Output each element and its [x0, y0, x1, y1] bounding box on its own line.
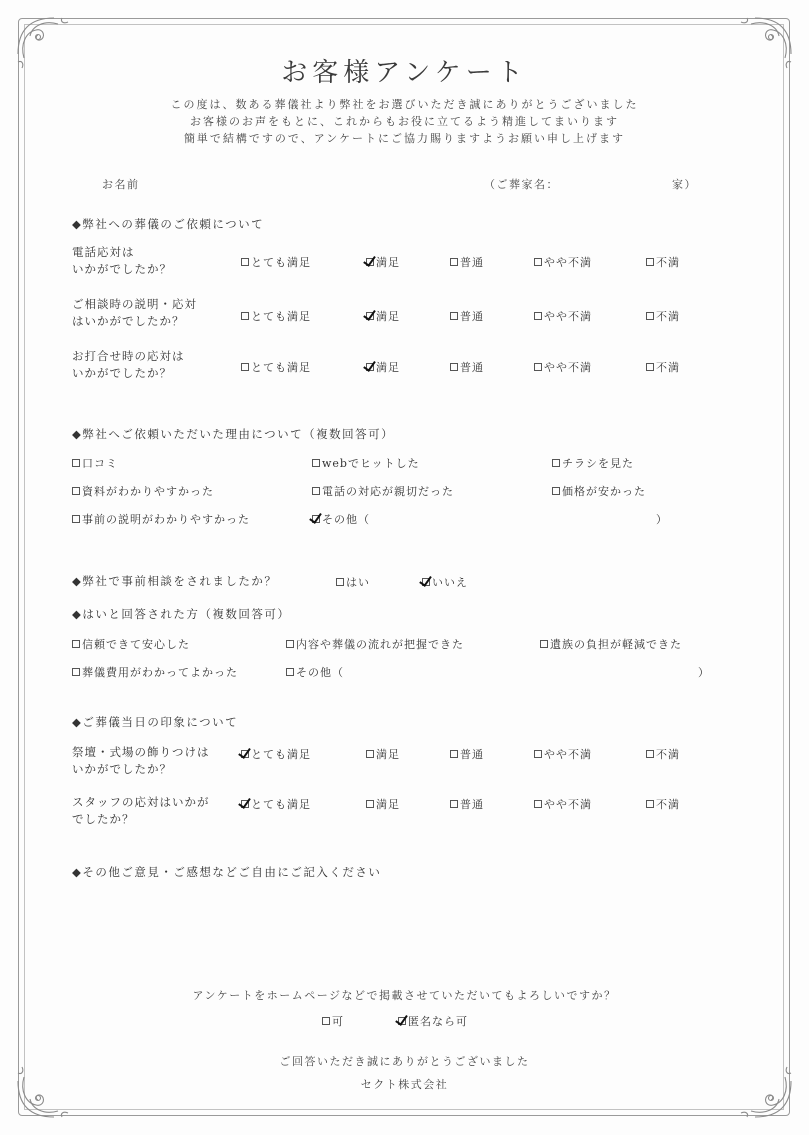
- rating-option-satisfied[interactable]: [366, 308, 400, 324]
- rating-option-label: 普通: [460, 361, 484, 374]
- section-heading-comments: ◆その他ご意見・ご感想などご自由にご記入ください: [72, 865, 382, 879]
- publish-ok[interactable]: [322, 1013, 344, 1029]
- rating-option-very-satisfied[interactable]: [241, 796, 311, 812]
- rating-option-label: 満足: [376, 798, 400, 811]
- reason-phone-kind[interactable]: [312, 483, 454, 499]
- checkbox[interactable]: [286, 640, 294, 648]
- checkbox[interactable]: [336, 578, 344, 586]
- checkbox[interactable]: [72, 459, 80, 467]
- reason-phone-kind-label: 電話の対応が親切だった: [322, 485, 454, 498]
- rating-option-satisfied[interactable]: [366, 254, 400, 270]
- publish-ok-label: 可: [332, 1015, 344, 1028]
- thanks-message: ご回答いただき誠にありがとうございました: [279, 1055, 530, 1068]
- reason-flyer[interactable]: [552, 455, 634, 471]
- publish-anonymous-label: 匿名なら可: [408, 1015, 468, 1028]
- rating-option-neutral[interactable]: [450, 746, 484, 762]
- question-phone-line1: 電話応対は: [72, 245, 135, 259]
- question-staff-line2: でしたか？: [72, 812, 135, 826]
- rating-option-somewhat-dissatisfied[interactable]: [534, 254, 592, 270]
- checkbox[interactable]: [312, 487, 320, 495]
- rating-option-very-satisfied[interactable]: [241, 359, 311, 375]
- reason-explanation-label: 事前の説明がわかりやすかった: [82, 513, 250, 526]
- checkbox[interactable]: [312, 459, 320, 467]
- prior-consult-yes[interactable]: [336, 574, 370, 590]
- reason-explanation[interactable]: [72, 511, 250, 527]
- section-heading-prior-consult: ◆弊社で事前相談をされましたか？: [72, 574, 278, 588]
- checkbox[interactable]: [398, 1017, 406, 1025]
- rating-option-label: やや不満: [544, 310, 592, 323]
- checkbox[interactable]: [72, 515, 80, 523]
- rating-option-label: とても満足: [251, 256, 311, 269]
- section-heading-funeral-day: ◆ご葬儀当日の印象について: [72, 715, 239, 729]
- checkbox[interactable]: [366, 363, 374, 371]
- checkbox[interactable]: [241, 363, 249, 371]
- reason-other-label: その他（: [322, 513, 370, 526]
- question-meeting-line2: いかがでしたか？: [72, 366, 172, 380]
- section-heading-reasons: ◆弊社へご依頼いただいた理由について（複数回答可）: [72, 427, 395, 441]
- publish-question: アンケートをホームページなどで掲載させていただいてもよろしいですか？: [192, 989, 617, 1002]
- prior-consult-no[interactable]: [422, 574, 468, 590]
- rating-option-label: 満足: [376, 310, 400, 323]
- name-label: お名前: [102, 178, 140, 191]
- reason-other[interactable]: [312, 511, 370, 527]
- intro-line-1: この度は、数ある葬儀社より弊社をお選びいただき誠にありがとうございました: [170, 98, 639, 111]
- checkbox[interactable]: [646, 312, 654, 320]
- checkbox[interactable]: [366, 312, 374, 320]
- publish-anonymous[interactable]: [398, 1013, 468, 1029]
- rating-option-label: とても満足: [251, 748, 311, 761]
- checkbox[interactable]: [241, 258, 249, 266]
- rating-option-label: 不満: [656, 361, 680, 374]
- checkbox[interactable]: [286, 668, 294, 676]
- question-decoration-line2: いかがでしたか？: [72, 762, 172, 776]
- rating-option-neutral[interactable]: [450, 254, 484, 270]
- checkbox[interactable]: [322, 1017, 330, 1025]
- followup-understood-flow[interactable]: [286, 636, 464, 652]
- checkbox[interactable]: [646, 800, 654, 808]
- section-heading-request: ◆弊社への葬儀のご依頼について: [72, 217, 265, 231]
- checkbox[interactable]: [366, 258, 374, 266]
- company-name: セクト株式会社: [360, 1078, 449, 1091]
- question-decoration: [72, 744, 210, 778]
- rating-option-very-satisfied[interactable]: [241, 308, 311, 324]
- question-phone-line2: いかがでしたか？: [72, 262, 172, 276]
- reason-web-hit[interactable]: [312, 455, 420, 471]
- rating-option-dissatisfied[interactable]: [646, 254, 680, 270]
- rating-option-label: やや不満: [544, 256, 592, 269]
- rating-option-very-satisfied[interactable]: [241, 254, 311, 270]
- rating-option-dissatisfied[interactable]: [646, 308, 680, 324]
- checkbox[interactable]: [450, 363, 458, 371]
- rating-option-satisfied[interactable]: [366, 359, 400, 375]
- checkbox[interactable]: [72, 487, 80, 495]
- rating-option-neutral[interactable]: [450, 796, 484, 812]
- rating-option-label: やや不満: [544, 798, 592, 811]
- question-consult: [72, 296, 197, 330]
- checkbox[interactable]: [534, 312, 542, 320]
- checkbox[interactable]: [366, 800, 374, 808]
- rating-option-label: 不満: [656, 256, 680, 269]
- checkbox[interactable]: [241, 800, 249, 808]
- rating-option-somewhat-dissatisfied[interactable]: [534, 308, 592, 324]
- checkbox[interactable]: [450, 312, 458, 320]
- rating-option-label: 普通: [460, 798, 484, 811]
- checkbox[interactable]: [241, 312, 249, 320]
- rating-option-neutral[interactable]: [450, 308, 484, 324]
- rating-option-label: やや不満: [544, 748, 592, 761]
- checkbox[interactable]: [366, 750, 374, 758]
- rating-option-somewhat-dissatisfied[interactable]: [534, 796, 592, 812]
- rating-option-satisfied[interactable]: [366, 746, 400, 762]
- checkbox[interactable]: [646, 363, 654, 371]
- rating-option-label: 不満: [656, 310, 680, 323]
- reason-word-of-mouth-label: 口コミ: [82, 457, 118, 470]
- checkbox[interactable]: [72, 668, 80, 676]
- followup-other-label: その他（: [296, 666, 344, 679]
- checkbox[interactable]: [450, 750, 458, 758]
- rating-option-very-satisfied[interactable]: [241, 746, 311, 762]
- question-phone: [72, 244, 172, 278]
- prior-consult-no-label: いいえ: [432, 576, 468, 589]
- checkbox[interactable]: [646, 750, 654, 758]
- reason-web-hit-label: webでヒットした: [322, 457, 420, 470]
- rating-option-dissatisfied[interactable]: [646, 359, 680, 375]
- survey-title: お客様アンケート: [281, 58, 528, 88]
- checkbox[interactable]: [534, 800, 542, 808]
- question-meeting-line1: お打合せ時の応対は: [72, 349, 185, 363]
- checkbox[interactable]: [312, 515, 320, 523]
- reason-materials-label: 資料がわかりやすかった: [82, 485, 214, 498]
- rating-option-label: 満足: [376, 361, 400, 374]
- rating-option-label: 普通: [460, 748, 484, 761]
- checkbox[interactable]: [241, 750, 249, 758]
- checkbox[interactable]: [534, 363, 542, 371]
- corner-ornament-bottom-left: [14, 1065, 70, 1121]
- rating-option-label: とても満足: [251, 361, 311, 374]
- followup-reduced-burden-label: 遺族の負担が軽減できた: [550, 638, 682, 651]
- rating-option-label: とても満足: [251, 798, 311, 811]
- reason-flyer-label: チラシを見た: [562, 457, 634, 470]
- checkbox[interactable]: [450, 258, 458, 266]
- question-staff-line1: スタッフの応対はいかが: [72, 795, 210, 809]
- rating-option-label: 普通: [460, 256, 484, 269]
- reason-materials[interactable]: [72, 483, 214, 499]
- comments-area[interactable]: [72, 886, 732, 976]
- rating-option-somewhat-dissatisfied[interactable]: [534, 359, 592, 375]
- followup-cost-clear[interactable]: [72, 664, 238, 680]
- question-consult-line2: はいかがでしたか？: [72, 314, 185, 328]
- section-heading-yes-followup: ◆はいと回答された方（複数回答可）: [72, 607, 291, 621]
- rating-option-label: 普通: [460, 310, 484, 323]
- rating-option-label: 満足: [376, 256, 400, 269]
- intro-line-2: お客様のお声をもとに、これからもお役に立てるよう精進してまいります: [190, 115, 619, 128]
- reason-other-close-paren: ）: [656, 513, 668, 526]
- followup-cost-clear-label: 葬儀費用がわかってよかった: [82, 666, 238, 679]
- checkbox[interactable]: [552, 487, 560, 495]
- rating-option-label: 不満: [656, 798, 680, 811]
- checkbox[interactable]: [72, 640, 80, 648]
- question-decoration-line1: 祭壇・式場の飾りつけは: [72, 745, 210, 759]
- checkbox[interactable]: [646, 258, 654, 266]
- rating-option-somewhat-dissatisfied[interactable]: [534, 746, 592, 762]
- question-staff: [72, 794, 210, 828]
- rating-option-dissatisfied[interactable]: [646, 746, 680, 762]
- rating-option-label: やや不満: [544, 361, 592, 374]
- prior-consult-yes-label: はい: [346, 576, 370, 589]
- family-name-label: （ご葬家名：: [484, 178, 559, 191]
- family-name-suffix: 家）: [672, 178, 697, 191]
- rating-option-label: とても満足: [251, 310, 311, 323]
- rating-option-dissatisfied[interactable]: [646, 796, 680, 812]
- intro-line-3: 簡単で結構ですので、アンケートにご協力賜りますようお願い申し上げます: [183, 132, 626, 145]
- checkbox[interactable]: [552, 459, 560, 467]
- checkbox[interactable]: [540, 640, 548, 648]
- reason-word-of-mouth[interactable]: [72, 455, 118, 471]
- followup-trust[interactable]: [72, 636, 190, 652]
- question-consult-line1: ご相談時の説明・応対: [72, 297, 197, 311]
- followup-trust-label: 信頼できて安心した: [82, 638, 190, 651]
- corner-ornament-bottom-right: [739, 1065, 795, 1121]
- checkbox[interactable]: [534, 750, 542, 758]
- rating-option-label: 不満: [656, 748, 680, 761]
- checkbox[interactable]: [422, 578, 430, 586]
- reason-price-label: 価格が安かった: [562, 485, 646, 498]
- reason-price[interactable]: [552, 483, 646, 499]
- checkbox[interactable]: [450, 800, 458, 808]
- rating-option-label: 満足: [376, 748, 400, 761]
- rating-option-neutral[interactable]: [450, 359, 484, 375]
- question-meeting: [72, 348, 185, 382]
- checkbox[interactable]: [534, 258, 542, 266]
- followup-other-close-paren: ）: [698, 666, 710, 679]
- followup-understood-flow-label: 内容や葬儀の流れが把握できた: [296, 638, 464, 651]
- rating-option-satisfied[interactable]: [366, 796, 400, 812]
- followup-other[interactable]: [286, 664, 344, 680]
- followup-reduced-burden[interactable]: [540, 636, 682, 652]
